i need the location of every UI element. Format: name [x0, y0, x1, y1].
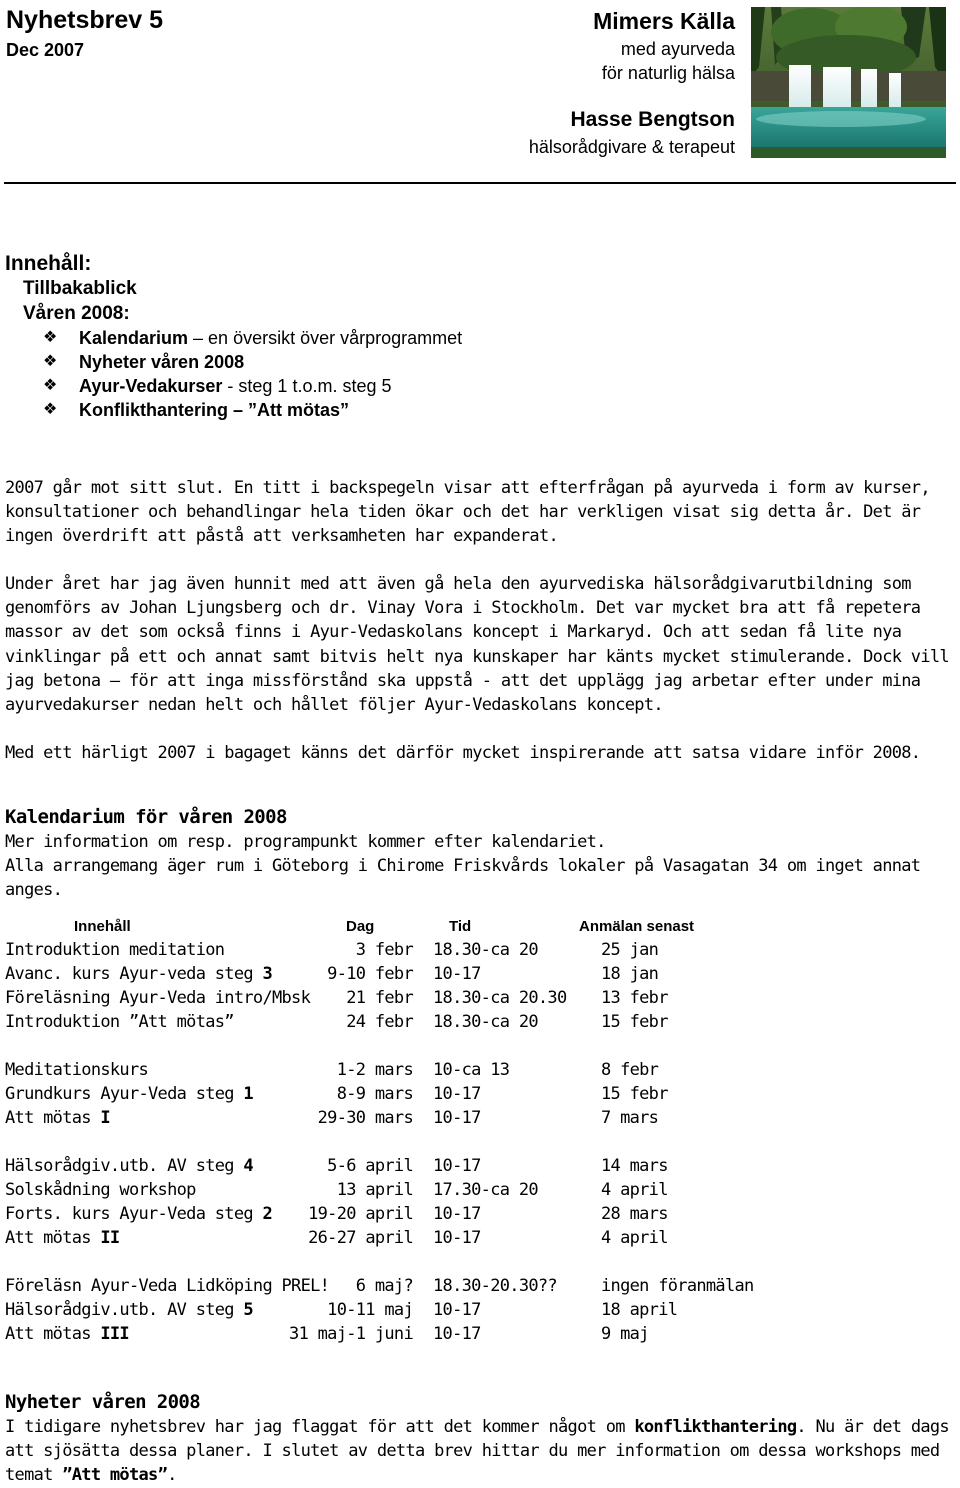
table-row	[5, 1180, 945, 1204]
calendar-info-1: Mer information om resp. programpunkt kommer efter kalendariet.	[5, 832, 606, 852]
cell-content: Introduktion meditation	[5, 940, 225, 960]
cell-day: 31 maj-1 juni	[289, 1324, 413, 1344]
cell-time: 17.30-ca 20	[433, 1180, 538, 1200]
news-heading: Nyheter våren 2008	[5, 1391, 201, 1413]
table-row	[5, 1300, 945, 1324]
toc-bullet-courses: ❖ Ayur-Vedakurser - steg 1 t.o.m. steg 5	[43, 376, 392, 396]
brand-tagline-2: för naturlig hälsa	[601, 63, 735, 83]
cell-content: Solskådning workshop	[5, 1180, 196, 1200]
column-header-time: Tid	[449, 918, 472, 935]
cell-time: 10-ca 13	[433, 1060, 510, 1080]
news-paragraph: I tidigare nyhetsbrev har jag flaggat för att det kommer något om konflikthantering. Nu är det dags att sjösätta dessa planer. I slutet av detta brev hittar du mer information om dessa workshops med temat ”Att mötas”.	[5, 1417, 949, 1486]
cell-content: Avanc. kurs Ayur-veda steg 3	[5, 964, 272, 984]
brand-name: Mimers Källa	[593, 8, 735, 34]
cell-content: Meditationskurs	[5, 1060, 149, 1080]
table-row	[5, 1276, 945, 1300]
table-of-contents	[5, 250, 945, 422]
table-row	[5, 1204, 945, 1228]
column-header-deadline: Anmälan senast	[579, 918, 695, 935]
newsletter-header	[0, 0, 960, 186]
calendar-heading: Kalendarium för våren 2008	[5, 806, 287, 828]
cell-content: Grundkurs Ayur-Veda steg 1	[5, 1084, 253, 1104]
cell-deadline: 9 maj	[601, 1324, 649, 1344]
cell-deadline: 15 febr	[601, 1012, 668, 1032]
cell-day: 13 april	[336, 1180, 413, 1200]
toc-bullet-news: ❖ Nyheter våren 2008	[43, 352, 245, 372]
cell-deadline: 4 april	[601, 1228, 668, 1248]
cell-day: 1-2 mars	[336, 1060, 413, 1080]
cell-content: Introduktion ”Att mötas”	[5, 1012, 234, 1032]
cell-deadline: 18 jan	[601, 964, 659, 984]
cell-day: 24 febr	[346, 1012, 413, 1032]
cell-day: 29-30 mars	[317, 1108, 413, 1128]
header-divider	[4, 182, 956, 184]
toc-item-retrospective: Tillbakablick	[23, 278, 137, 299]
newsletter-title: Nyhetsbrev 5	[6, 6, 164, 34]
cell-day: 6 maj?	[355, 1276, 413, 1296]
cell-time: 10-17	[433, 1204, 481, 1224]
table-row	[5, 1108, 945, 1132]
bullet-icon: ❖	[43, 377, 58, 394]
toc-bullet-conflict: ❖ Konflikthantering – ”Att mötas”	[43, 400, 350, 420]
cell-content: Att mötas III	[5, 1324, 129, 1344]
cell-deadline: 7 mars	[601, 1108, 659, 1128]
cell-time: 10-17	[433, 1156, 481, 1176]
cell-time: 18.30-ca 20	[433, 1012, 538, 1032]
cell-deadline: 28 mars	[601, 1204, 668, 1224]
cell-day: 10-11 maj	[327, 1300, 413, 1320]
cell-content: Att mötas II	[5, 1228, 120, 1248]
newsletter-date: Dec 2007	[6, 40, 85, 60]
toc-bullet-calendar: ❖ Kalendarium – en översikt över vårprogrammet	[43, 328, 463, 348]
cell-content: Att mötas I	[5, 1108, 110, 1128]
table-row	[5, 1060, 945, 1084]
cell-day: 3 febr	[355, 940, 413, 960]
brand-tagline-1: med ayurveda	[620, 39, 735, 59]
cell-content: Hälsorådgiv.utb. AV steg 5	[5, 1300, 253, 1320]
cell-time: 10-17	[433, 1324, 481, 1344]
cell-day: 26-27 april	[308, 1228, 413, 1248]
cell-content: Forts. kurs Ayur-Veda steg 2	[5, 1204, 272, 1224]
cell-day: 9-10 febr	[327, 964, 413, 984]
waterfall-photo	[751, 7, 946, 158]
cell-deadline: ingen föranmälan	[601, 1276, 754, 1296]
toc-item-spring: Våren 2008:	[23, 302, 130, 324]
cell-deadline: 8 febr	[601, 1060, 659, 1080]
author-name: Hasse Bengtson	[570, 108, 735, 131]
calendar-info-2: Alla arrangemang äger rum i Göteborg i Chirome Friskvårds lokaler på Vasagatan 34 om inget annat anges.	[5, 856, 921, 901]
bullet-icon: ❖	[43, 401, 58, 418]
cell-time: 10-17	[433, 1084, 481, 1104]
table-row	[5, 988, 945, 1012]
cell-time: 18.30-ca 20.30	[433, 988, 567, 1008]
table-row	[5, 1228, 945, 1252]
cell-content: Föreläsning Ayur-Veda intro/Mbsk	[5, 988, 311, 1008]
author-role: hälsorådgivare & terapeut	[528, 137, 735, 157]
cell-deadline: 18 april	[601, 1300, 678, 1320]
table-row	[5, 1012, 945, 1036]
cell-deadline: 25 jan	[601, 940, 659, 960]
bullet-icon: ❖	[43, 353, 58, 370]
table-row	[5, 964, 945, 988]
table-row	[5, 1156, 945, 1180]
cell-deadline: 15 febr	[601, 1084, 668, 1104]
cell-time: 10-17	[433, 1300, 481, 1320]
column-header-content: Innehåll	[74, 918, 131, 935]
bullet-icon: ❖	[43, 329, 58, 346]
intro-paragraph-1: 2007 går mot sitt slut. En titt i backspegeln visar att efterfrågan på ayurveda i form av kurser, konsultationer och behandlingar hela tiden ökar och det har verkligen visat sig detta år. Det är ingen överdrift att påstå att verksamheten har expanderat.	[5, 478, 930, 547]
cell-content: Föreläsn Ayur-Veda Lidköping PREL!	[5, 1276, 330, 1296]
intro-paragraph-2: Under året har jag även hunnit med att även gå hela den ayurvediska hälsorådgivarutbildning som genomförs av Johan Ljungsberg och dr. Vinay Vora i Stockholm. Det var mycket bra att få repetera massor av det som också finns i Ayur-Vedaskolans koncept i Markaryd. Och att sedan få lite nya vinklingar på ett och annat samt bitvis helt nya kunskaper har känts mycket stimulerande. Dock vill jag betona – för att inga missförstånd ska uppstå - att det upplägg jag arbetar efter under mina ayurvedakurser nedan helt och hållet följer Ayur-Vedaskolans koncept.	[5, 574, 949, 716]
cell-day: 19-20 april	[308, 1204, 413, 1224]
toc-heading: Innehåll:	[5, 252, 92, 275]
cell-content: Hälsorådgiv.utb. AV steg 4	[5, 1156, 253, 1176]
cell-time: 10-17	[433, 964, 481, 984]
cell-time: 10-17	[433, 1228, 481, 1248]
cell-day: 5-6 april	[327, 1156, 413, 1176]
cell-deadline: 4 april	[601, 1180, 668, 1200]
table-row	[5, 1324, 945, 1348]
cell-day: 8-9 mars	[336, 1084, 413, 1104]
column-header-day: Dag	[346, 918, 375, 935]
cell-time: 18.30-20.30??	[433, 1276, 557, 1296]
cell-deadline: 14 mars	[601, 1156, 668, 1176]
intro-paragraph-3: Med ett härligt 2007 i bagaget känns det därför mycket inspirerande att satsa vidare inför 2008.	[5, 743, 921, 763]
cell-time: 18.30-ca 20	[433, 940, 538, 960]
cell-day: 21 febr	[346, 988, 413, 1008]
table-row	[5, 1084, 945, 1108]
cell-deadline: 13 febr	[601, 988, 668, 1008]
table-row	[5, 940, 945, 964]
cell-time: 10-17	[433, 1108, 481, 1128]
